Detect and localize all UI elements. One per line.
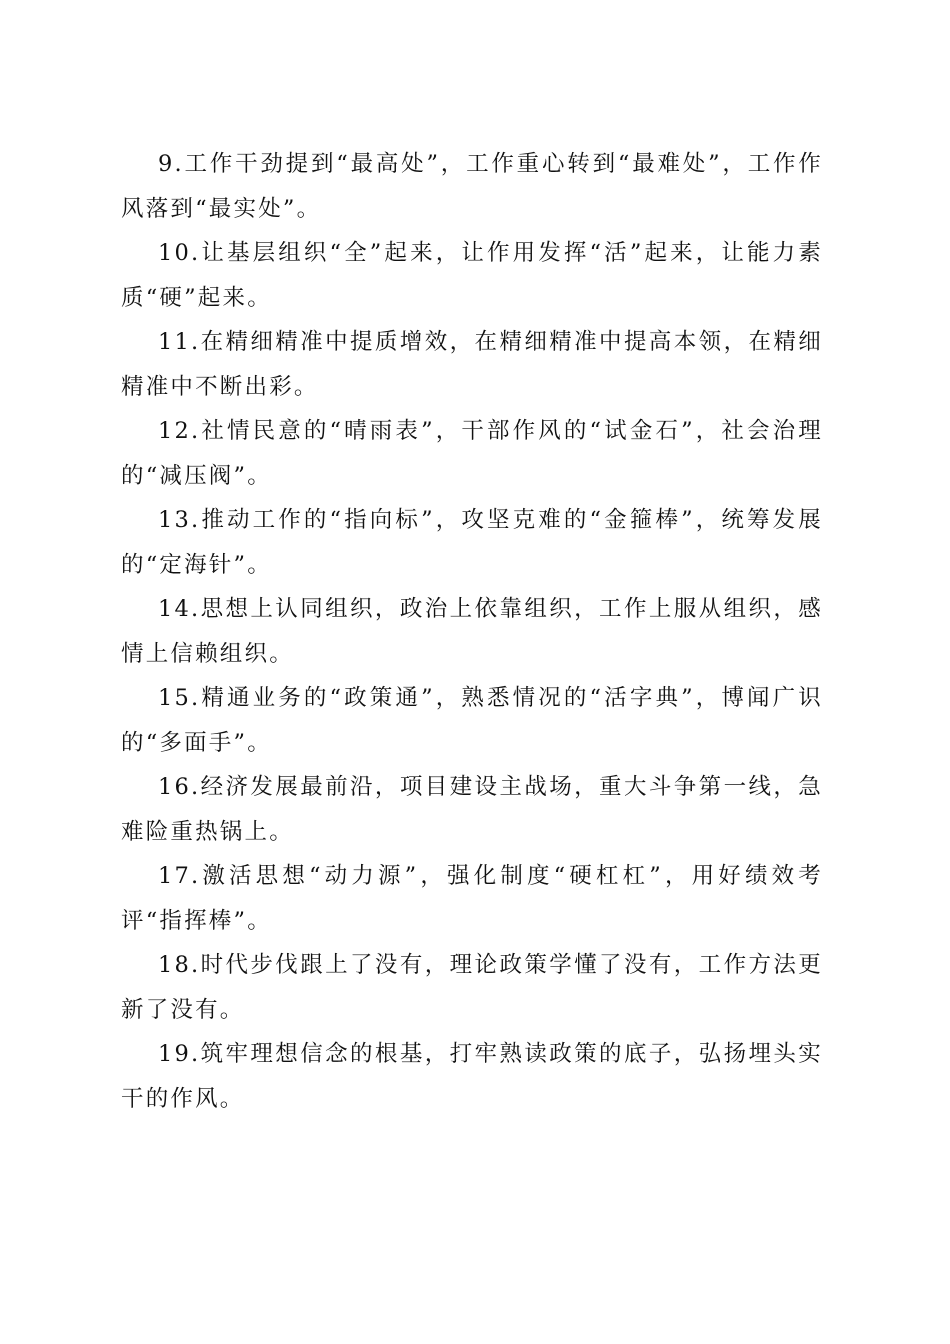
paragraph-13: 13.推动工作的“指向标”，攻坚克难的“金箍棒”，统筹发展的“定海针”。 <box>121 507 823 578</box>
paragraph-19: 19.筑牢理想信念的根基，打牢熟读政策的底子，弘扬埋头实干的作风。 <box>121 1041 823 1112</box>
paragraph-15: 15.精通业务的“政策通”，熟悉情况的“活字典”，博闻广识的“多面手”。 <box>121 685 823 756</box>
paragraph-10: 10.让基层组织“全”起来，让作用发挥“活”起来，让能力素质“硬”起来。 <box>121 240 823 311</box>
document-body <box>121 142 823 1121</box>
paragraph-18: 18.时代步伐跟上了没有，理论政策学懂了没有，工作方法更新了没有。 <box>121 952 823 1023</box>
paragraph-16: 16.经济发展最前沿，项目建设主战场，重大斗争第一线，急难险重热锅上。 <box>121 774 823 845</box>
paragraph-9: 9.工作干劲提到“最高处”，工作重心转到“最难处”，工作作风落到“最实处”。 <box>121 151 823 222</box>
paragraph-14: 14.思想上认同组织，政治上依靠组织，工作上服从组织，感情上信赖组织。 <box>121 596 823 667</box>
paragraph-12: 12.社情民意的“晴雨表”，干部作风的“试金石”，社会治理的“减压阀”。 <box>121 418 823 489</box>
paragraph-17: 17.激活思想“动力源”，强化制度“硬杠杠”，用好绩效考评“指挥棒”。 <box>121 863 823 934</box>
paragraph-11: 11.在精细精准中提质增效，在精细精准中提高本领，在精细精准中不断出彩。 <box>121 329 823 400</box>
